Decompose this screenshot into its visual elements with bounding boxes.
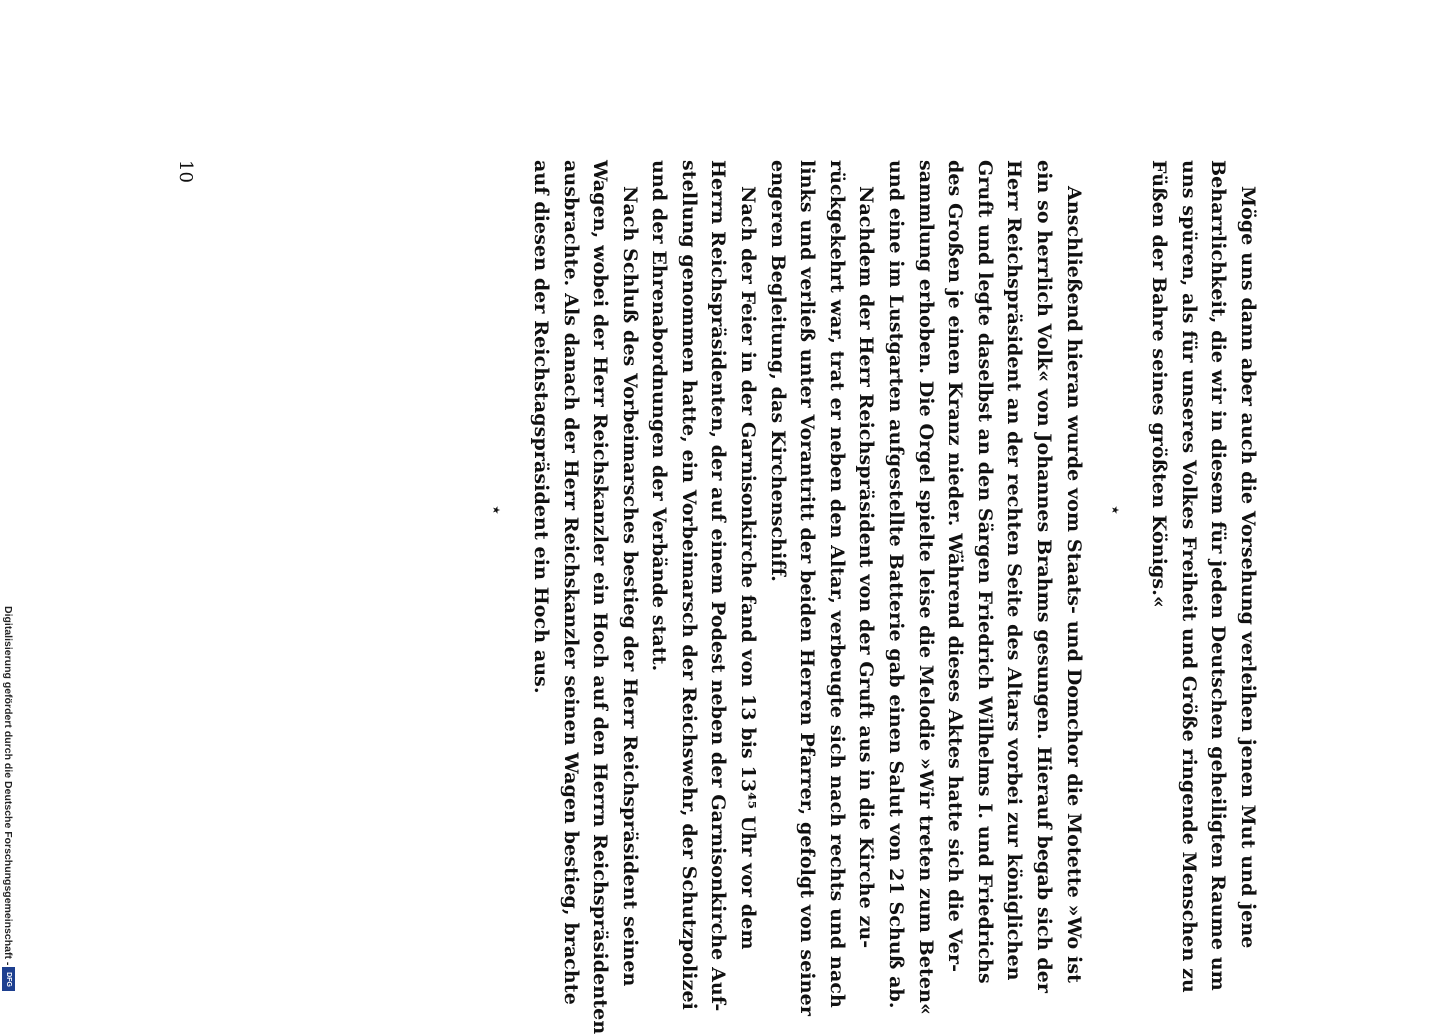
text-line: links und verließ unter Vorantritt der beiden Herren Pfarrer, gefolgt von seiner (796, 160, 819, 1016)
text-line: Gruft und legte daselbst an den Särgen Friedrich Wilhelms I. und Friedrichs (973, 160, 996, 984)
paragraph-4 (644, 160, 762, 1012)
text-line: des Großen je einen Kranz nieder. Während dieses Aktes hatte sich die Ver- (944, 160, 967, 973)
text-line: Nachdem der Herr Reichspräsident von der Gruft aus in die Kirche zu- (855, 186, 878, 949)
text-line: sammlung erhoben. Die Orgel spielte leise die Melodie »Wir treten zum Beten« (914, 160, 937, 1015)
text-line: Möge uns dann aber auch die Vorsehung verleihen jenen Mut und jene (1237, 186, 1259, 949)
dfg-logo-text: DFG (5, 971, 12, 987)
text-line: Herrn Reichspräsidenten, der auf einem Podest neben der Garnisonkirche Auf- (707, 160, 730, 1012)
paragraph-1 (1144, 160, 1262, 993)
text-line: und eine im Lustgarten aufgestellte Batterie gab einen Salut von 21 Schuß ab. (885, 160, 908, 1009)
section-separator-star: ⋆ (485, 503, 510, 517)
text-line: rückgekehrt war, trat er neben den Altar, verbeugte sich nach rechts und nach (825, 160, 848, 1008)
text-line: Füßen der Bahre seines größten Königs.« (1148, 160, 1171, 608)
digitization-credit: Digitalisierung gefördert durch die Deutsche Forschungsgemeinschaft - (2, 606, 14, 966)
text-line: auf diesen der Reichstagspräsident ein Hoch aus. (529, 160, 552, 694)
text-line: und der Ehrenabordnungen der Verbände statt. (648, 160, 671, 672)
paragraph-3 (762, 160, 880, 1016)
text-line: Anschließend hieran wurde vom Staats- und Domchor die Motette »Wo ist (1062, 186, 1085, 983)
paragraph-2 (880, 160, 1087, 1015)
text-line: Beharrlichkeit, die wir in diesem für jeden Deutschen geheiligten Raume um (1207, 160, 1230, 991)
text-line: ein so herrlich Volk« von Johannes Brahms gesungen. Hierauf begab sich der (1033, 160, 1056, 994)
section-separator-star: ⋆ (1103, 503, 1128, 517)
text-line: Wagen, wobei der Herr Reichskanzler ein Hoch auf den Herrn Reichspräsidenten (589, 160, 612, 1034)
text-line: stellung genommen hatte, ein Vorbeimarsch der Reichswehr, der Schutzpolizei (677, 160, 700, 1010)
page-number: 10 (175, 160, 196, 183)
paragraph-5 (525, 160, 643, 1034)
text-line: uns spüren, als für unseres Volkes Freiheit und Größe ringende Menschen zu (1177, 160, 1200, 993)
document-body (469, 160, 1262, 1034)
text-line: Herr Reichspräsident an der rechten Seite des Altars vorbei zur königlichen (1003, 160, 1026, 981)
text-line: engeren Begleitung, das Kirchenschiff. (766, 160, 789, 582)
text-line: ausbrachte. Als danach der Herr Reichskanzler seinen Wagen bestieg, brachte (559, 160, 582, 1005)
dfg-logo-icon (2, 967, 15, 991)
text-line: Nach Schluß des Vorbeimarsches bestieg der Herr Reichspräsident seinen (618, 186, 641, 987)
text-line: Nach der Feier in der Garnisonkirche fand von 13 bis 13⁴⁵ Uhr vor dem (737, 186, 760, 950)
